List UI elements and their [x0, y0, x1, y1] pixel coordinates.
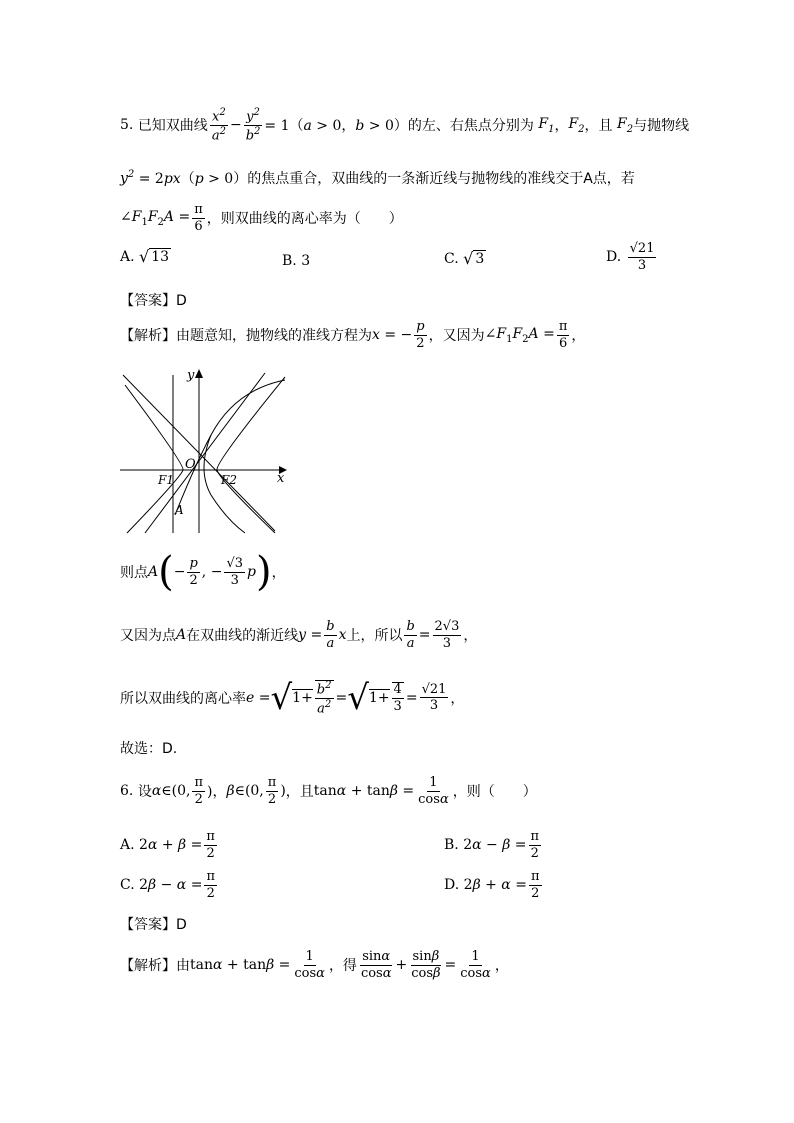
q5-option-b[interactable] — [282, 253, 310, 269]
q5-choose — [120, 738, 177, 758]
q5-answer — [120, 290, 187, 310]
choose-text: 故选：D. — [120, 741, 178, 757]
q5-line1: 5. 已知双曲线 $\frac{x^2}{a^2}$ − $\frac{y^2}{b^2}$ = 1（a > 0，b > 0） 的左、右焦点分别为 $F_1$ ， $F_2$ ，且 $F_2$ 与抛物线 — [120, 107, 690, 144]
q5-text2: 的左、右焦点分别为 — [407, 118, 534, 135]
q6-line1: 6. 设 α ∈(0, $\frac{\pi}{2}$ )， β ∈(0, $\frac{\pi}{2}$ ) ，且 tanα + tanβ = $\frac{1}{\cos\alpha}$ ，则（ ） — [120, 775, 537, 807]
q5-asymptote: 又因为点 A 在双曲线的渐近线 y = $\frac{b}{a}$ x 上，所以 $\frac{b}{a}$ = $\frac{2√3}{3}$ ， — [120, 619, 478, 651]
q5-text6: ，则双曲线的离心率为（ ） — [206, 211, 403, 228]
q5-text5: 的焦点重合，双曲线的一条渐近线与抛物线的准线交于A点，若 — [247, 171, 635, 187]
q5-analysis: 【解析】由题意知，抛物线的准线方程为 x = − $\frac{p}{2}$ ，又因为 $\angle F_1F_2A$ = $\frac{\pi}{6}$ ， — [120, 319, 586, 351]
q6-option-a-label: A. — [120, 837, 135, 854]
q5-option-a[interactable]: A. √ 13 — [120, 247, 170, 266]
q5-text4: 与抛物线 — [633, 118, 690, 135]
q5-number: 5. — [120, 117, 134, 134]
frac-y2-b2: $\frac{y^2}{b^2}$ — [245, 107, 261, 144]
hyperbola-figure — [115, 365, 295, 537]
q6-number: 6. — [120, 783, 134, 800]
asym-text2: 在双曲线的渐近线 — [186, 628, 299, 645]
analysis-text2: ，又因为 — [428, 328, 485, 345]
label-f2: F2 — [221, 473, 237, 487]
option-b-label: B. 3 — [282, 253, 311, 269]
q6-answer — [120, 914, 187, 934]
q6-option-a[interactable]: A. 2α + β = $\frac{\pi}{2}$ — [120, 829, 215, 861]
label-f1: F1 — [158, 473, 174, 487]
q5-line2: $y^2$ = 2px（p > 0） 的焦点重合，双曲线的一条渐近线与抛物线的准线交于A点，若 — [120, 169, 635, 187]
frac-x2-a2: $\frac{x^2}{a^2}$ — [211, 107, 226, 144]
q6-option-b-label: B. — [444, 837, 459, 854]
ecc-text: 所以双曲线的离心率 — [120, 690, 246, 707]
q6-option-d-label: D. — [444, 877, 460, 894]
q5-option-d[interactable]: D. $\frac{√21}{3}$ — [606, 241, 655, 273]
q6-option-c[interactable]: C. 2β − α = $\frac{\pi}{2}$ — [120, 869, 215, 901]
label-o: O — [185, 457, 196, 472]
label-a: A — [175, 503, 184, 517]
asym-text1: 又因为点 — [120, 628, 176, 645]
asym-text3: 上，所以 — [346, 628, 403, 645]
q6-analysis: 【解析】由 tanα + tanβ = $\frac{1}{\cos\alpha}$ ，得 $\frac{\sin\alpha}{\cos\alpha}$ + $\frac{\sin\beta}{\cos\beta}$ = $\frac{1}{\cos\alpha}$ ， — [120, 949, 509, 981]
label-y: y — [187, 368, 195, 383]
q6-analysis-text2: ，得 — [328, 958, 357, 975]
label-x: x — [277, 471, 285, 486]
q5-option-c[interactable]: C. √ 3 — [444, 249, 485, 268]
option-d-label: D. — [606, 249, 622, 266]
q6-analysis-text: 【解析】由 — [120, 958, 190, 975]
answer-text: 【答案】D — [120, 293, 187, 309]
q6-option-d[interactable]: D. 2β + α = $\frac{\pi}{2}$ — [444, 869, 540, 901]
option-c-label: C. — [444, 250, 459, 267]
q6-option-b[interactable]: B. 2α − β = $\frac{\pi}{2}$ — [444, 829, 540, 861]
q6-text3: ，则（ ） — [452, 784, 537, 801]
q5-eccentricity: 所以双曲线的离心率 e = √ 1+ $\frac{b^2}{a^2}$ = √ 1+ $\frac{4}{3}$ = $\frac{√21}{3}$ ， — [120, 677, 465, 718]
q6-text2: ，且 — [285, 784, 314, 801]
q6-option-c-label: C. — [120, 877, 135, 894]
frac-pi-6: $\frac{\pi}{6}$ — [194, 202, 203, 234]
point-a-text: 则点 — [120, 565, 148, 581]
q5-text1: 已知双曲线 — [137, 118, 208, 135]
q6-answer-text: 【答案】D — [120, 917, 187, 933]
q6-text1: 设 — [137, 784, 152, 801]
q5-text3: ，且 — [584, 118, 613, 135]
q5-line3: $\angle F_1F_2A$ = $\frac{\pi}{6}$ ，则双曲线的离心率为（ ） — [120, 202, 403, 234]
analysis-text: 【解析】由题意知，抛物线的准线方程为 — [120, 328, 372, 345]
q5-point-a: 则点 A ( − $\frac{p}{2}$ , − $\frac{√3}{3}$ p ) ， — [120, 549, 286, 595]
option-a-label: A. — [120, 248, 135, 265]
